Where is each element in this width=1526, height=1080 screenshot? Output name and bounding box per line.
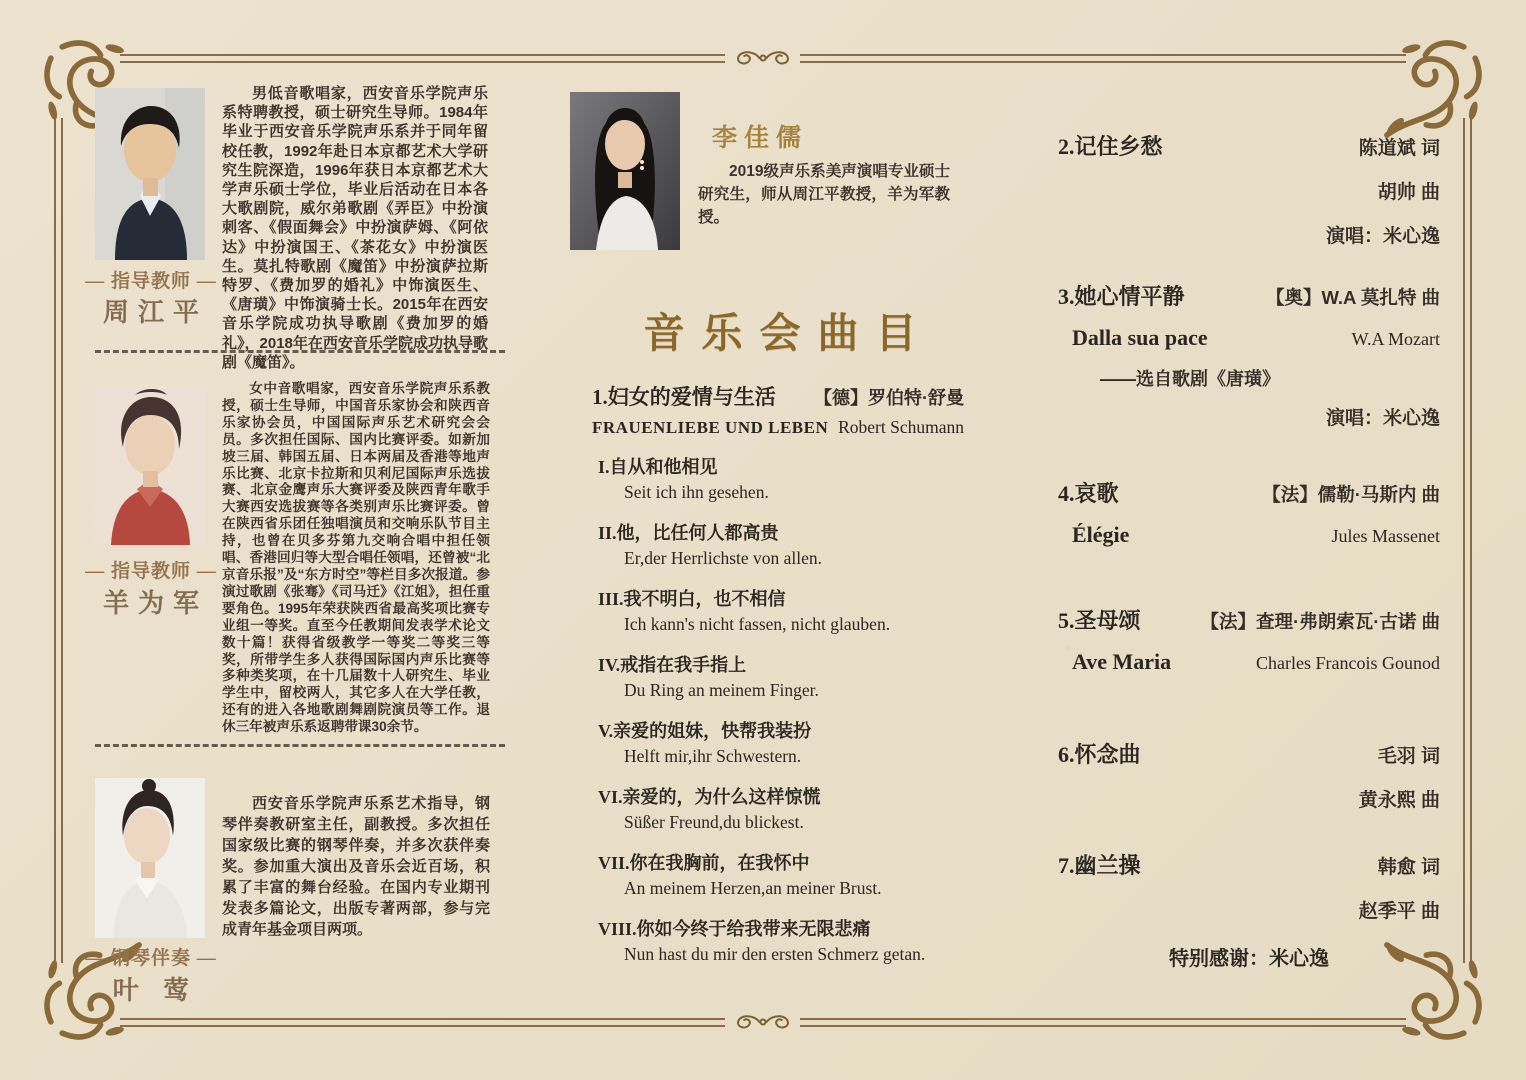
song-5-block [1058, 604, 1440, 675]
pianist-name: 叶 莺 [112, 976, 199, 1005]
song-title-cn: 7.幽兰操 [1058, 853, 1141, 878]
center-swirl-icon [730, 42, 796, 74]
movement-item [598, 521, 978, 570]
instructor-name: 羊为军 [102, 589, 208, 618]
lyricist-credit: 陈道斌 词 [1358, 138, 1440, 159]
movement-title-cn: VII.你在我胸前，在我怀中 [598, 853, 810, 873]
song-4-block [1058, 477, 1440, 548]
movement-title-de: Süßer Freund,du blickest. [624, 812, 804, 832]
song-title-cn: 3.她心情平静 [1058, 284, 1185, 309]
program-title: 音乐会曲目 [643, 310, 934, 356]
photo-zhou-jiangping [95, 88, 205, 260]
movement-title-de: Helft mir,ihr Schwestern. [624, 746, 802, 766]
song-title-cn: 5.圣母颂 [1058, 608, 1141, 633]
song-title-cn: 4.哀歌 [1058, 481, 1119, 506]
instructor-bio: 男低音歌唱家，西安音乐学院声乐系特聘教授，硕士研究生导师。1984年毕业于西安音乐学院声乐系并于同年留校任教，1992年赴日本京都艺术大学研究生院深造，1996年获日本京都艺术大学声乐硕士学位，毕业后活动在日本各大歌剧院，威尔弟歌剧《弄臣》中扮演刺客、《假面舞会》中扮演萨姆、《阿依达》中扮演国王、《茶花女》中扮演医生。莫扎特歌剧《魔笛》中扮演萨拉斯特罗、《费加罗的婚礼》中饰演医生、《唐璜》中饰演骑士长。2015年在西安音乐学院成功执导歌剧《费加罗的婚礼》，2018年在西安音乐学院成功执导歌剧《魔笛》。 [222, 85, 488, 371]
lyricist-credit: 毛羽 词 [1377, 746, 1440, 767]
movement-item [598, 455, 978, 504]
movement-title-cn: IV.戒指在我手指上 [598, 655, 747, 675]
instructor-name: 周江平 [102, 298, 208, 327]
border-right-segment [1463, 118, 1472, 963]
section-divider [95, 350, 505, 353]
song-1-header [592, 381, 964, 438]
photo-yang-weijun [95, 385, 205, 545]
pianist-bio: 西安音乐学院声乐系艺术指导，钢琴伴奏教研室主任，副教授。多次担任国家级比赛的钢琴伴奏，并多次获伴奏奖。参加重大演出及音乐会近百场，积累了丰富的舞台经验。在国内专业期刊发表多篇论文，出版专著两部，参与完成青年基金项目两项。 [222, 795, 490, 938]
song-composer-cn: 【奥】W.A 莫扎特 曲 [1265, 287, 1440, 308]
song-composer-foreign: Jules Massenet [1331, 526, 1440, 546]
movement-title-de: Er,der Herrlichste von allen. [624, 548, 823, 568]
border-top-left-segment [120, 54, 725, 63]
special-thanks: 特别感谢：米心逸 [1169, 948, 1329, 970]
singer-credit: 演唱：米心逸 [1325, 408, 1440, 429]
movement-item [598, 851, 978, 900]
border-bottom-left-segment [120, 1018, 725, 1027]
section-divider [95, 744, 505, 747]
composer-credit: 胡帅 曲 [1377, 182, 1440, 203]
center-swirl-icon [730, 1006, 796, 1038]
song-composer-foreign: Charles Francois Gounod [1256, 653, 1440, 673]
song-2-block [1058, 130, 1440, 248]
movement-title-de: Nun hast du mir den ersten Schmerz getan. [624, 944, 926, 964]
song-title-cn: 6.怀念曲 [1058, 742, 1141, 767]
movement-item [598, 719, 978, 768]
song-composer-cn: 【法】查理·弗朗索瓦·古诺 曲 [1200, 611, 1440, 632]
movement-item [598, 917, 978, 966]
song-credits [1359, 741, 1440, 812]
movement-title-cn: II.他，比任何人都高贵 [598, 523, 779, 543]
border-top-right-segment [800, 54, 1406, 63]
song-composer-foreign: W.A Mozart [1351, 329, 1440, 349]
song-source-note: ——选自歌剧《唐璜》 [1100, 369, 1280, 389]
song-composer-cn: 【法】儒勒·马斯内 曲 [1262, 484, 1440, 505]
movement-title-de: Du Ring an meinem Finger. [624, 680, 819, 700]
movement-title-de: Ich kann's nicht fassen, nicht glauben. [624, 614, 891, 634]
instructor-role: — 指导教师 — [85, 561, 217, 582]
movement-title-de: Seit ich ihn gesehen. [624, 482, 769, 502]
photo-ye-ying [95, 778, 205, 938]
movement-title-cn: III.我不明白，也不相信 [598, 589, 786, 609]
composer-credit: 黄永熙 曲 [1358, 790, 1440, 811]
border-left-segment [54, 118, 63, 963]
song-composer-foreign: Robert Schumann [838, 417, 964, 437]
pianist-role: — 钢琴伴奏 — [85, 948, 217, 969]
song-title-foreign: Ave Maria [1072, 649, 1172, 674]
movement-item [598, 587, 978, 636]
movement-title-cn: I.自从和他相见 [598, 457, 718, 477]
movement-list [598, 455, 978, 983]
lyricist-credit: 韩愈 词 [1377, 857, 1440, 878]
instructor-role: — 指导教师 — [85, 271, 217, 292]
song-composer-cn: 【德】罗伯特·舒曼 [814, 388, 964, 408]
song-title-cn: 2.记住乡愁 [1058, 134, 1163, 159]
song-6-block [1058, 738, 1440, 812]
song-title-foreign: Élégie [1072, 522, 1130, 547]
photo-li-jiaru [570, 92, 680, 250]
border-bottom-right-segment [800, 1018, 1406, 1027]
movement-title-cn: VI.亲爱的，为什么这样惊慌 [598, 787, 821, 807]
song-title-foreign: FRAUENLIEBE UND LEBEN [592, 418, 829, 437]
movement-item [598, 785, 978, 834]
movement-item [598, 653, 978, 702]
song-3-block [1058, 280, 1440, 430]
movement-title-cn: VIII.你如今终于给我带来无限悲痛 [598, 919, 871, 939]
song-7-block [1058, 849, 1440, 923]
movement-title-cn: V.亲爱的姐妹，快帮我装扮 [598, 721, 812, 741]
song-credits [1326, 133, 1440, 248]
song-title-foreign: Dalla sua pace [1072, 325, 1208, 350]
performer-bio: 2019级声乐系美声演唱专业硕士研究生，师从周江平教授，羊为军教授。 [698, 163, 950, 226]
movement-title-de: An meinem Herzen,an meiner Brust. [624, 878, 882, 898]
song-title-cn: 1.妇女的爱情与生活 [592, 385, 776, 409]
composer-credit: 赵季平 曲 [1358, 901, 1440, 922]
instructor-bio: 女中音歌唱家，西安音乐学院声乐系教授，硕士生导师，中国音乐家协会和陕西音乐家协会员，中国国际声乐艺术研究会会员。多次担任国际、国内比赛评委。如新加坡三届、韩国五届、日本两届及香港等地声乐比赛、北京卡拉斯和贝利尼国际声乐选拔赛、北京金鹰声乐大赛评委及陕西青年歌手大赛西安选拔赛等各类别声乐比赛评委。曾在陕西省乐团任独唱演员和交响乐队节目主持，也曾在贝多芬第九交响合唱中担任领唱、香港回归等大型合唱任领唱，还曾被“北京音乐报”及“东方时空”等栏目多次报道。参演过歌剧《张骞》《司马迁》《江姐》，担任重要角色。1995年荣获陕西省最高奖项比赛专业组一等奖。直至今任教期间发表学术论文数十篇！获得省级教学一等奖二等奖三等奖，所带学生多人获得国际国内声乐比赛等多种类奖项，在十几届数十人研究生、毕业学生中，留校两人，其它多人在大学任教，还有的进入各地歌剧舞剧院演员等工作。退休三年被声乐系返聘带课30余节。 [222, 381, 490, 735]
performer-name: 李佳儒 [712, 125, 809, 152]
singer-credit: 演唱：米心逸 [1325, 226, 1440, 247]
song-credits [1359, 852, 1440, 923]
